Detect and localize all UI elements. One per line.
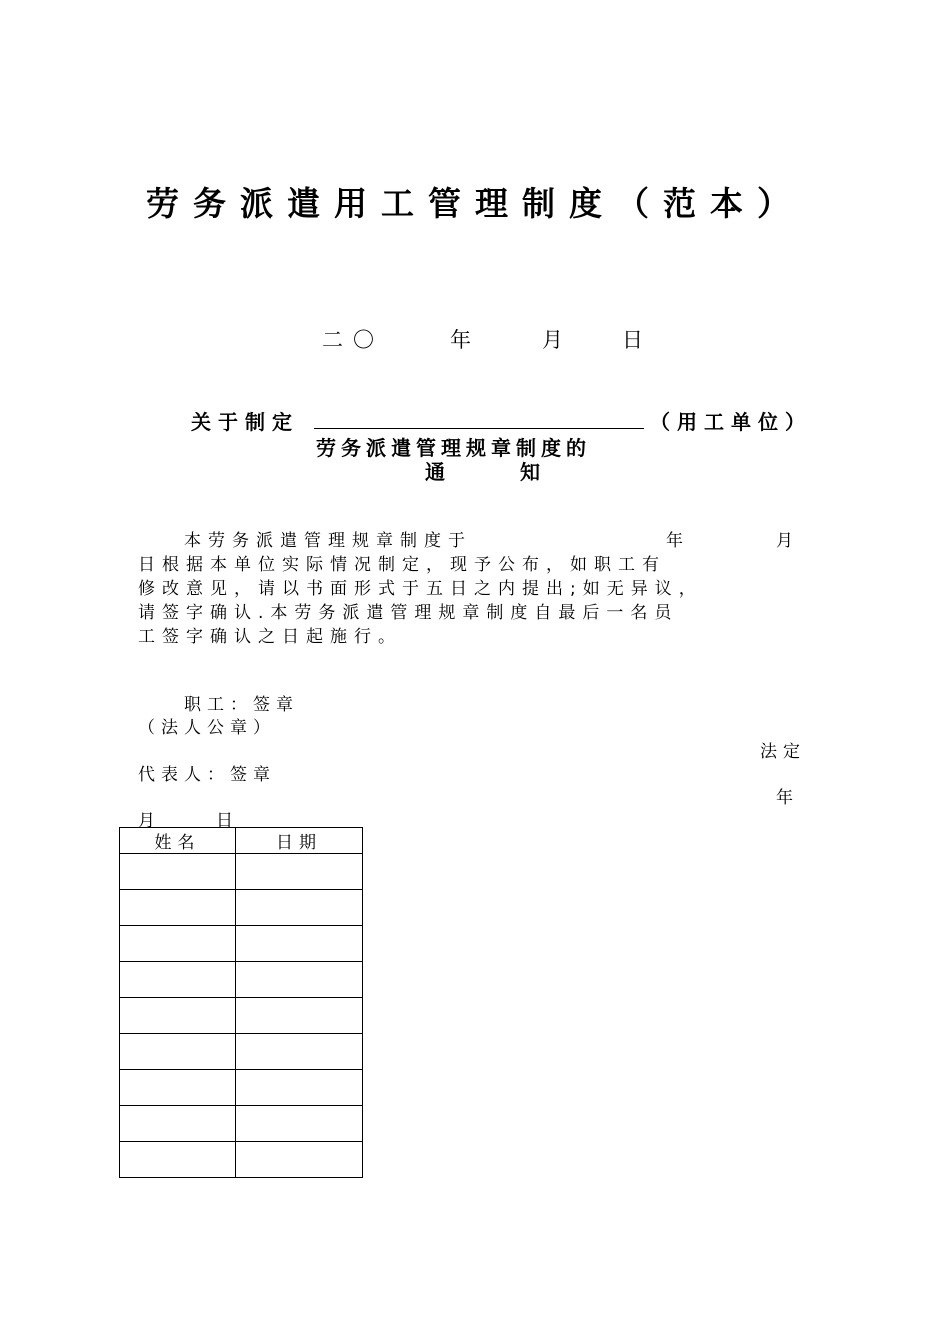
date-cell[interactable] xyxy=(236,854,363,890)
table-row xyxy=(120,998,363,1034)
name-cell[interactable] xyxy=(120,890,236,926)
employee-sign-table xyxy=(119,827,363,1178)
notice-heading-zhi: 知 xyxy=(520,460,540,484)
name-cell[interactable] xyxy=(120,1034,236,1070)
notice-heading-prefix: 关于制定 xyxy=(191,410,299,434)
table-row xyxy=(120,1106,363,1142)
table-row xyxy=(120,1070,363,1106)
date-prefix: 二〇 xyxy=(322,328,384,352)
signature-day-label: 日 xyxy=(216,811,239,831)
body-line-4: 请签字确认.本劳务派遣管理规章制度自最后一名员 xyxy=(138,603,679,623)
body-line-3: 修改意见，请以书面形式于五日之内提出;如无异议， xyxy=(138,579,703,599)
date-cell[interactable] xyxy=(236,1106,363,1142)
date-cell[interactable] xyxy=(236,890,363,926)
body-line-2: 日根据本单位实际情况制定，现予公布，如职工有 xyxy=(138,555,666,575)
date-day: 日 xyxy=(622,328,643,352)
notice-heading-line2: 劳务派遣管理规章制度的 xyxy=(316,436,591,460)
employee-signature-label: 职工：签章 xyxy=(184,695,299,715)
body-line-1-year: 年 xyxy=(666,531,690,551)
header-date: 日期 xyxy=(236,828,363,854)
date-cell[interactable] xyxy=(236,1142,363,1178)
header-name: 姓名 xyxy=(120,828,236,854)
name-cell[interactable] xyxy=(120,962,236,998)
body-line-1-month: 月 xyxy=(776,531,800,551)
name-cell[interactable] xyxy=(120,854,236,890)
table-row xyxy=(120,962,363,998)
notice-heading-suffix: （用工单位） xyxy=(650,410,812,434)
date-year: 年 xyxy=(450,328,471,352)
table-row xyxy=(120,1142,363,1178)
name-cell[interactable] xyxy=(120,1106,236,1142)
name-cell[interactable] xyxy=(120,998,236,1034)
name-cell[interactable] xyxy=(120,1070,236,1106)
date-cell[interactable] xyxy=(236,926,363,962)
document-title: 劳务派遣用工管理制度（范本） xyxy=(146,184,804,223)
table-row xyxy=(120,926,363,962)
table-row xyxy=(120,890,363,926)
table-row xyxy=(120,1034,363,1070)
date-month: 月 xyxy=(542,328,563,352)
table-header-row xyxy=(120,828,363,854)
date-cell[interactable] xyxy=(236,1034,363,1070)
signature-month-label: 月 xyxy=(138,811,161,831)
unit-name-blank xyxy=(314,428,644,429)
table-body xyxy=(120,854,363,1178)
table-row xyxy=(120,854,363,890)
legal-seal-label: （法人公章） xyxy=(138,718,276,738)
date-cell[interactable] xyxy=(236,962,363,998)
signature-year-label: 年 xyxy=(776,788,799,808)
body-line-5: 工签字确认之日起施行。 xyxy=(138,627,402,647)
body-line-1: 本劳务派遣管理规章制度于 xyxy=(184,531,472,551)
representative-signature-label: 代表人：签章 xyxy=(138,765,276,785)
name-cell[interactable] xyxy=(120,1142,236,1178)
date-cell[interactable] xyxy=(236,1070,363,1106)
date-cell[interactable] xyxy=(236,998,363,1034)
legal-right-label: 法定 xyxy=(760,742,806,762)
notice-heading-tong: 通 xyxy=(425,460,445,484)
name-cell[interactable] xyxy=(120,926,236,962)
